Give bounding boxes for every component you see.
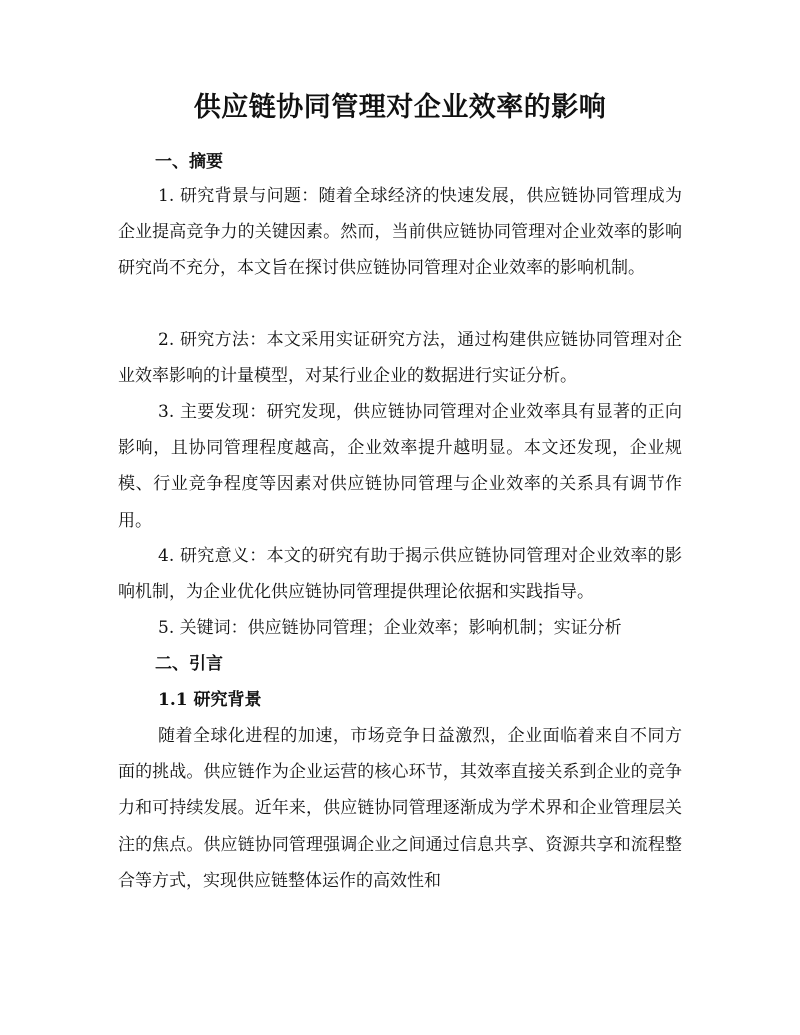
abstract-paragraph-significance: 4. 研究意义：本文的研究有助于揭示供应链协同管理对企业效率的影响机制，为企业优化供应链协同管理提供理论依据和实践指导。 [118, 546, 682, 603]
abstract-paragraph-method: 2. 研究方法：本文采用实证研究方法，通过构建供应链协同管理对企业效率影响的计量模型，对某行业企业的数据进行实证分析。 [118, 330, 682, 387]
abstract-paragraph-keywords: 5. 关键词：供应链协同管理；企业效率；影响机制；实证分析 [158, 618, 622, 638]
abstract-paragraph-findings: 3. 主要发现：研究发现，供应链协同管理对企业效率具有显著的正向影响，且协同管理程度越高，企业效率提升越明显。本文还发现，企业规模、行业竞争程度等因素对供应链协同管理与企业效率的关系具有调节作用。 [118, 402, 682, 531]
section-heading-introduction: 二、引言 [155, 654, 223, 674]
introduction-paragraph: 随着全球化进程的加速，市场竞争日益激烈，企业面临着来自不同方面的挑战。供应链作为企业运营的核心环节，其效率直接关系到企业的竞争力和可持续发展。近年来，供应链协同管理逐渐成为学术界和企业管理层关注的焦点。供应链协同管理强调企业之间通过信息共享、资源共享和流程整合等方式，实现供应链整体运作的高效性和 [118, 726, 682, 891]
subsection-heading-background: 1.1 研究背景 [158, 690, 262, 710]
section-heading-abstract: 一、摘要 [155, 152, 223, 172]
document-title: 供应链协同管理对企业效率的影响 [193, 92, 607, 123]
abstract-paragraph-background: 1. 研究背景与问题：随着全球经济的快速发展，供应链协同管理成为企业提高竞争力的关键因素。然而，当前供应链协同管理对企业效率的影响研究尚不充分，本文旨在探讨供应链协同管理对企业效率的影响机制。 [118, 186, 682, 279]
